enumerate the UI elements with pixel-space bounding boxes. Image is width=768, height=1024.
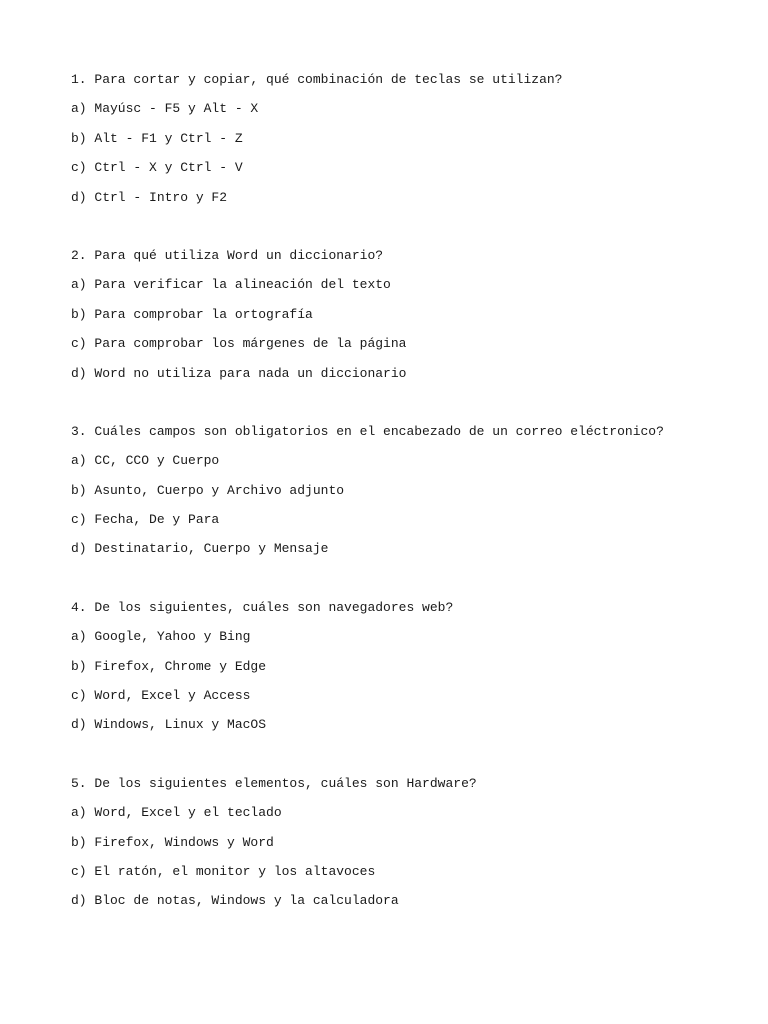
answer-option-b: b) Firefox, Windows y Word [71, 834, 274, 850]
answer-option-d: d) Bloc de notas, Windows y la calculadora [71, 893, 399, 909]
answer-option-d: d) Windows, Linux y MacOS [71, 717, 267, 733]
answer-option-d: d) Destinatario, Cuerpo y Mensaje [71, 541, 329, 557]
answer-option-a: a) Mayúsc - F5 y Alt - X [71, 101, 259, 117]
question-3 [71, 423, 731, 570]
answer-option-c: c) Para comprobar los márgenes de la página [71, 336, 407, 352]
question-text: 1. Para cortar y copiar, qué combinación de teclas se utilizan? [71, 72, 563, 87]
document-page [71, 71, 731, 922]
answer-option-c: c) Ctrl - X y Ctrl - V [71, 160, 243, 176]
question-text: 5. De los siguientes elementos, cuáles son Hardware? [71, 775, 477, 791]
answer-option-c: c) Fecha, De y Para [71, 512, 220, 528]
answer-option-b: b) Alt - F1 y Ctrl - Z [71, 130, 243, 146]
answer-option-d: d) Ctrl - Intro y F2 [71, 189, 228, 205]
answer-option-c: c) El ratón, el monitor y los altavoces [71, 863, 376, 879]
answer-option-b: b) Firefox, Chrome y Edge [71, 658, 267, 674]
answer-option-b: b) Asunto, Cuerpo y Archivo adjunto [71, 482, 345, 498]
question-1 [71, 71, 731, 218]
answer-option-a: a) Para verificar la alineación del texto [71, 277, 391, 293]
answer-option-a: a) CC, CCO y Cuerpo [71, 453, 220, 469]
question-5 [71, 775, 731, 922]
answer-option-a: a) Google, Yahoo y Bing [71, 629, 251, 645]
question-2 [71, 247, 731, 394]
question-4 [71, 599, 731, 746]
question-text: 3. Cuáles campos son obligatorios en el encabezado de un correo eléctronico? [71, 423, 664, 439]
answer-option-d: d) Word no utiliza para nada un diccionario [71, 365, 407, 381]
question-text: 4. De los siguientes, cuáles son navegadores web? [71, 599, 454, 615]
question-text: 2. Para qué utiliza Word un diccionario? [71, 247, 384, 263]
answer-option-b: b) Para comprobar la ortografía [71, 306, 313, 322]
answer-option-c: c) Word, Excel y Access [71, 688, 251, 704]
answer-option-a: a) Word, Excel y el teclado [71, 805, 282, 821]
